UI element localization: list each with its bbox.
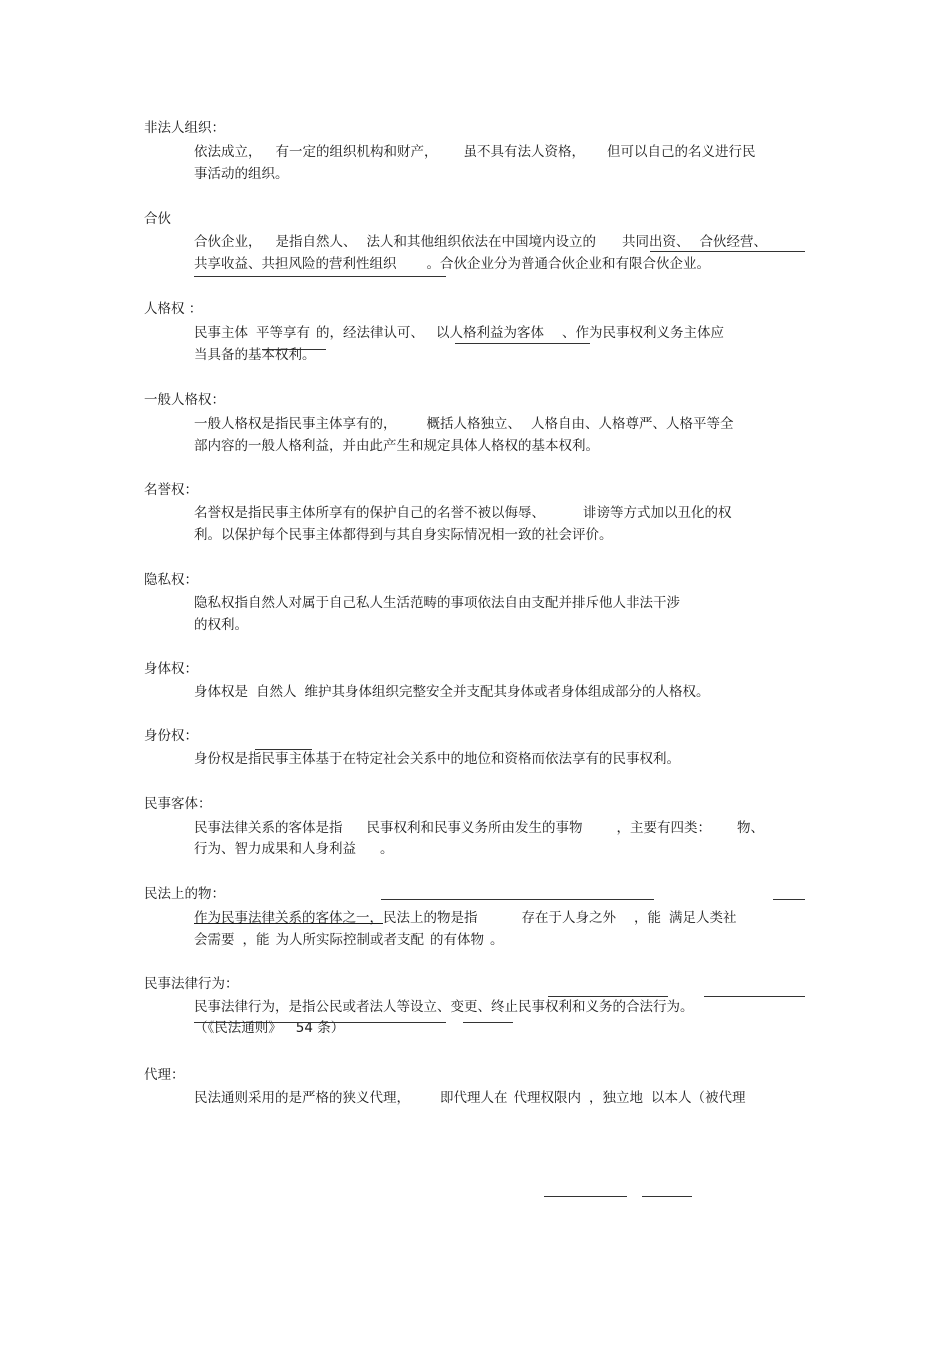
paragraph-line: 隐私权指自然人对属于自己私人生活范畴的事项依法自由支配并排斥他人非法干涉 xyxy=(194,595,680,611)
paragraph-line: 会需要 ，能 为人所实际控制或者支配 的有体物 。 xyxy=(194,932,504,948)
section-heading-partnership: 合伙 xyxy=(144,211,171,227)
paragraph-line: 民事法律关系的客体是指 民事权利和民事义务所由发生的事物 ，主要有四类： 物、 xyxy=(194,820,764,836)
section-heading-agency: 代理： xyxy=(144,1067,185,1083)
paragraph-line: （《民法通则》 54 条） xyxy=(194,1020,345,1036)
paragraph-line: 的权利。 xyxy=(194,617,248,633)
section-heading-status-right: 身份权： xyxy=(144,728,198,744)
underline-rule xyxy=(773,899,805,900)
underline-rule xyxy=(194,276,446,277)
section-heading-body-right: 身体权： xyxy=(144,661,198,677)
underline-rule xyxy=(381,899,654,900)
paragraph-line: 作为民事法律关系的客体之一，民法上的物是指 存在于人身之外 ，能 满足人类社 xyxy=(194,910,737,926)
paragraph-line: 利。以保护每个民事主体都得到与其自身实际情况相一致的社会评价。 xyxy=(194,527,613,543)
underline-rule xyxy=(262,349,326,350)
paragraph-line: 共享收益、共担风险的营利性组织 。合伙企业分为普通合伙企业和有限合伙企业。 xyxy=(194,256,710,272)
paragraph-line: 事活动的组织。 xyxy=(194,166,289,182)
section-heading-general-personality-right: 一般人格权： xyxy=(144,392,225,408)
paragraph-line: 民事法律行为，是指公民或者法人等设立、变更、终止民事权利和义务的合法行为。 xyxy=(194,999,694,1015)
section-heading-civil-juristic-act: 民事法律行为： xyxy=(144,976,239,992)
section-heading-civil-law-thing: 民法上的物： xyxy=(144,886,225,902)
section-heading-privacy-right: 隐私权： xyxy=(144,572,198,588)
underline-rule xyxy=(544,1196,627,1197)
paragraph-line: 部内容的一般人格利益，并由此产生和规定具体人格权的基本权利。 xyxy=(194,438,599,454)
underline-rule xyxy=(548,996,668,997)
paragraph-line: 当具备的基本权利。 xyxy=(194,347,316,363)
underline-rule xyxy=(455,343,590,344)
paragraph-line: 一般人格权是指民事主体享有的， 概括人格独立、 人格自由、人格尊严、人格平等全 xyxy=(194,416,734,432)
paragraph-line: 依法成立， 有一定的组织机构和财产， 虽不具有法人资格， 但可以自己的名义进行民 xyxy=(194,144,756,160)
section-heading-reputation-right: 名誉权： xyxy=(144,482,198,498)
paragraph-line: 身份权是指民事主体基于在特定社会关系中的地位和资格而依法享有的民事权利。 xyxy=(194,751,680,767)
paragraph-line: 行为、智力成果和人身利益 。 xyxy=(194,841,394,857)
section-heading-non-legal-person: 非法人组织： xyxy=(144,120,225,136)
paragraph-line: 民事主体 平等享有 的，经法律认可、 以人格利益为客体 、作为民事权利义务主体应 xyxy=(194,325,724,341)
underline-rule xyxy=(650,251,805,252)
section-heading-civil-object: 民事客体： xyxy=(144,796,212,812)
underline-rule xyxy=(704,996,805,997)
paragraph-line: 名誉权是指民事主体所享有的保护自己的名誉不被以侮辱、 诽谤等方式加以丑化的权 xyxy=(194,505,732,521)
section-heading-personality-rights: 人格权 ： xyxy=(144,301,203,317)
paragraph-line: 合伙企业， 是指自然人、 法人和其他组织依法在中国境内设立的 共同出资、 合伙经营、 xyxy=(194,234,767,250)
underline-rule xyxy=(463,1022,513,1023)
paragraph-line: 身体权是 自然人 维护其身体组织完整安全并支配其身体或者身体组成部分的人格权。 xyxy=(194,684,710,700)
underline-rule xyxy=(642,1196,692,1197)
underline-rule xyxy=(194,1022,446,1023)
underline-rule xyxy=(255,749,312,750)
paragraph-line: 民法通则采用的是严格的狭义代理， 即代理人在 代理权限内 ，独立地 以本人（被代理 xyxy=(194,1090,746,1106)
